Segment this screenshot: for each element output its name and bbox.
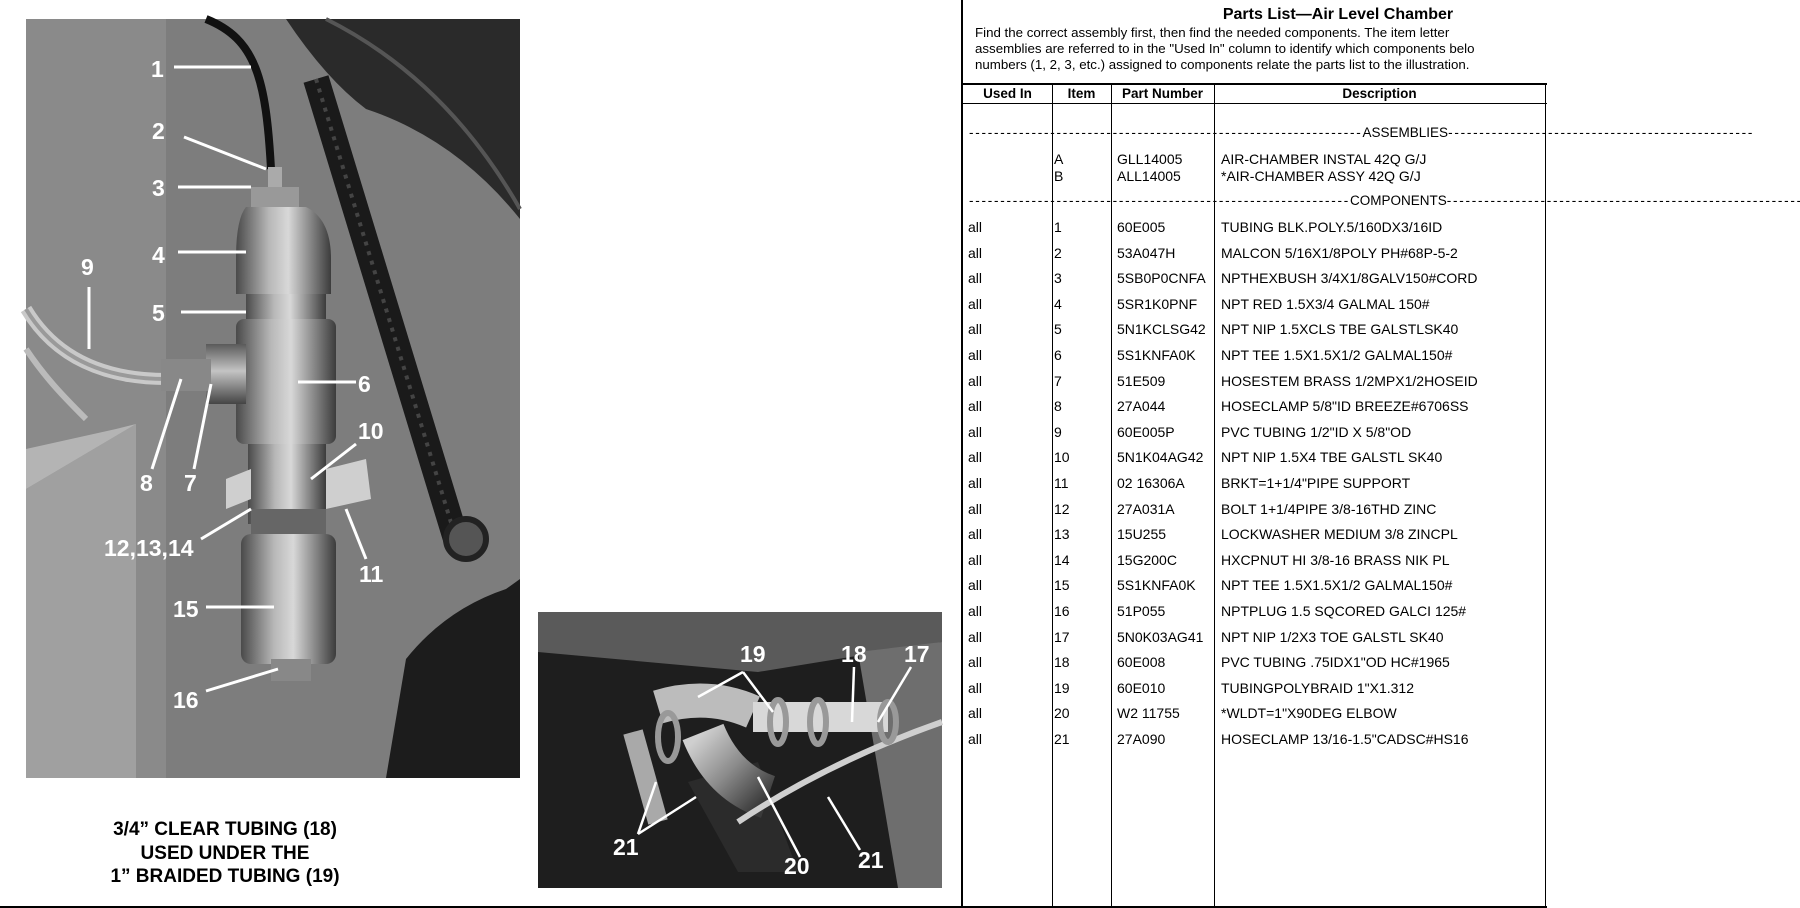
assemblies-label: ASSEMBLIES <box>1362 125 1449 140</box>
component-row <box>963 680 1547 700</box>
cell-item: 3 <box>1054 270 1062 287</box>
cell-description: NPT TEE 1.5X1.5X1/2 GALMAL150# <box>1221 577 1453 594</box>
callout-5: 5 <box>152 300 165 326</box>
cell-used-in: all <box>968 475 983 491</box>
callout-21-right: 21 <box>858 847 884 873</box>
component-row <box>963 603 1547 623</box>
component-row <box>963 577 1547 597</box>
callout-11: 11 <box>359 561 384 587</box>
cell-description: NPT NIP 1/2X3 TOE GALSTL SK40 <box>1221 628 1444 645</box>
cell-description: *AIR-CHAMBER ASSY 42Q G/J <box>1221 168 1421 184</box>
component-row <box>963 424 1547 444</box>
cell-part-number: 5N0K03AG41 <box>1117 628 1204 645</box>
callout-6: 6 <box>358 371 371 397</box>
cell-item: 14 <box>1054 551 1070 568</box>
callout-21-left: 21 <box>613 834 639 860</box>
cell-item: A <box>1054 151 1064 167</box>
cell-used-in: all <box>968 679 983 696</box>
cell-used-in: all <box>968 347 983 363</box>
cell-used-in: all <box>968 628 983 645</box>
cell-description: NPT NIP 1.5X4 TBE GALSTL SK40 <box>1221 449 1443 466</box>
cell-used-in: all <box>968 603 983 619</box>
cell-item: 8 <box>1054 398 1062 415</box>
table-top-rule <box>963 83 1547 85</box>
cell-part-number: 15G200C <box>1117 551 1177 568</box>
main-photo <box>26 19 520 778</box>
component-row <box>963 731 1547 751</box>
callout-8: 8 <box>140 470 153 496</box>
cell-description: BRKT=1+1/4"PIPE SUPPORT <box>1221 475 1411 491</box>
intro-line: Find the correct assembly first, then find the needed components. The item letter <box>975 25 1450 40</box>
cell-used-in: all <box>968 295 983 312</box>
header-rule <box>963 103 1547 104</box>
cell-description: NPT RED 1.5X3/4 GALMAL 150# <box>1221 295 1430 312</box>
cell-description: PVC TUBING 1/2"ID X 5/8"OD <box>1221 423 1412 440</box>
component-row <box>963 219 1547 239</box>
cell-used-in: all <box>968 577 983 594</box>
cell-description: HOSECLAMP 13/16-1.5"CADSC#HS16 <box>1221 731 1469 747</box>
callout-9: 9 <box>81 254 94 280</box>
cell-used-in: all <box>968 526 983 543</box>
cell-part-number: 51P055 <box>1117 603 1166 619</box>
cell-item: 17 <box>1054 628 1070 645</box>
parts-list-title: Parts List—Air Level Chamber <box>1222 6 1454 23</box>
component-row <box>963 321 1547 341</box>
component-row <box>963 347 1547 367</box>
cell-part-number: 5SB0P0CNFA <box>1117 270 1206 287</box>
component-row <box>963 654 1547 674</box>
callout-18: 18 <box>841 641 867 667</box>
component-row <box>963 475 1547 495</box>
callout-7: 7 <box>184 470 197 496</box>
component-row <box>963 629 1547 649</box>
callout-10: 10 <box>358 418 384 444</box>
assembly-row <box>963 168 1547 188</box>
callout-16: 16 <box>173 687 199 713</box>
cell-item: 15 <box>1054 577 1070 594</box>
header-used-in: Used In <box>983 86 1032 101</box>
cell-part-number: 02 16306A <box>1117 475 1185 491</box>
component-row <box>963 245 1547 265</box>
cell-description: AIR-CHAMBER INSTAL 42Q G/J <box>1221 151 1427 167</box>
component-row <box>963 398 1547 418</box>
cell-description: LOCKWASHER MEDIUM 3/8 ZINCPL <box>1221 526 1458 543</box>
caption-line: USED UNDER THE <box>140 842 310 864</box>
cell-part-number: 5S1KNFA0K <box>1117 347 1196 363</box>
cell-item: 16 <box>1054 603 1070 619</box>
cell-item: 2 <box>1054 244 1062 261</box>
cell-part-number: 5S1KNFA0K <box>1117 577 1196 594</box>
cell-description: TUBING BLK.POLY.5/160DX3/16ID <box>1221 219 1443 235</box>
cell-part-number: 15U255 <box>1117 526 1167 543</box>
cell-part-number: 60E005P <box>1117 423 1175 440</box>
cell-description: NPTHEXBUSH 3/4X1/8GALV150#CORD <box>1221 270 1478 287</box>
cell-item: 19 <box>1054 679 1070 696</box>
section-assemblies: - - - - - - - - - - - - - - - - - - - - - - - - - - - - - - - - - - - - - - - - - - - - - - - - - - - - - - - - - - - - - - - ASSEMBLIES- - - - - - - - - - - - - - - - - - - - - - - - - - - - - - - - - - - - - - - - - - - - - - - - - <box>969 125 1752 140</box>
cell-description: HOSECLAMP 5/8"ID BREEZE#6706SS <box>1221 398 1469 415</box>
cell-used-in: all <box>968 372 983 389</box>
inset-photo <box>538 612 942 888</box>
cell-part-number: 27A044 <box>1117 398 1166 415</box>
cell-part-number: 5N1K04AG42 <box>1117 449 1204 466</box>
callout-15: 15 <box>173 596 199 622</box>
cell-item: 12 <box>1054 500 1070 517</box>
cell-item: 20 <box>1054 705 1070 722</box>
component-row <box>963 552 1547 572</box>
cell-description: HOSESTEM BRASS 1/2MPX1/2HOSEID <box>1221 372 1478 389</box>
component-row <box>963 705 1547 725</box>
component-row <box>963 449 1547 469</box>
callout-1: 1 <box>151 56 164 82</box>
cell-part-number: W2 11755 <box>1117 705 1180 722</box>
cell-part-number: 27A031A <box>1117 500 1175 517</box>
cell-part-number: 5SR1K0PNF <box>1117 295 1198 312</box>
cell-used-in: all <box>968 219 983 235</box>
cell-description: NPTPLUG 1.5 SQCORED GALCI 125# <box>1221 603 1467 619</box>
cell-item: 4 <box>1054 295 1062 312</box>
cell-description: BOLT 1+1/4PIPE 3/8-16THD ZINC <box>1221 500 1437 517</box>
callout-20: 20 <box>784 853 810 879</box>
cell-item: 18 <box>1054 654 1070 671</box>
component-row <box>963 270 1547 290</box>
intro-line: numbers (1, 2, 3, etc.) assigned to components relate the parts list to the illustration. <box>975 57 1470 72</box>
component-row <box>963 526 1547 546</box>
cell-item: 7 <box>1054 372 1062 389</box>
cell-part-number: 27A090 <box>1117 731 1166 747</box>
cell-description: TUBINGPOLYBRAID 1"X1.312 <box>1221 679 1415 696</box>
cell-item: 10 <box>1054 449 1070 466</box>
cell-description: *WLDT=1"X90DEG ELBOW <box>1221 705 1397 722</box>
cell-part-number: 60E008 <box>1117 654 1166 671</box>
cell-item: 1 <box>1054 219 1062 235</box>
intro-line: assemblies are referred to in the "Used In" column to identify which components belo <box>975 41 1475 56</box>
header-part-number: Part Number <box>1121 86 1204 101</box>
cell-part-number: 60E005 <box>1117 219 1166 235</box>
cell-item: B <box>1054 168 1064 184</box>
component-row <box>963 296 1547 316</box>
cell-used-in: all <box>968 551 983 568</box>
cell-description: NPT TEE 1.5X1.5X1/2 GALMAL150# <box>1221 347 1453 363</box>
cell-used-in: all <box>968 654 983 671</box>
cell-description: MALCON 5/16X1/8POLY PH#68P-5-2 <box>1221 244 1458 261</box>
cell-part-number: 51E509 <box>1117 372 1166 389</box>
cell-used-in: all <box>968 244 983 261</box>
section-components: - - - - - - - - - - - - - - - - - - - - - - - - - - - - - - - - - - - - - - - - - - - - - - - - - - - - - - - - - - - - - COMPONENTS- - - - - - - - - - - - - - - - - - - - - - - - - - - - - - - - - - - - - - - - - - - - - - - - - - - - - - - - - <box>969 193 1800 208</box>
cell-used-in: all <box>968 731 983 747</box>
caption-line: 3/4” CLEAR TUBING (18) <box>113 819 337 840</box>
parts-list-intro <box>975 25 1595 73</box>
callout-3: 3 <box>152 175 165 201</box>
cell-used-in: all <box>968 449 983 466</box>
callout-12-13-14: 12,13,14 <box>104 535 194 561</box>
caption-line: 1” BRAIDED TUBING (19) <box>110 866 340 887</box>
cell-part-number: 53A047H <box>1117 244 1176 261</box>
cell-description: HXCPNUT HI 3/8-16 BRASS NIK PL <box>1221 551 1450 568</box>
cell-description: PVC TUBING .75IDX1"OD HC#1965 <box>1221 654 1450 671</box>
header-description: Description <box>1342 86 1417 101</box>
components-label: COMPONENTS <box>1350 193 1447 208</box>
cell-item: 5 <box>1054 321 1062 338</box>
cell-used-in: all <box>968 423 983 440</box>
header-item: Item <box>1067 86 1096 101</box>
component-row <box>963 501 1547 521</box>
cell-item: 11 <box>1054 475 1069 491</box>
component-row <box>963 373 1547 393</box>
callout-2: 2 <box>152 118 165 144</box>
cell-description: NPT NIP 1.5XCLS TBE GALSTLSK40 <box>1221 321 1459 338</box>
main-photo-illustration <box>26 19 520 778</box>
cell-part-number: GLL14005 <box>1117 151 1183 167</box>
cell-used-in: all <box>968 398 983 415</box>
cell-used-in: all <box>968 321 983 338</box>
cell-used-in: all <box>968 705 983 722</box>
cell-item: 9 <box>1054 423 1062 440</box>
figure-caption <box>40 818 410 889</box>
cell-part-number: 60E010 <box>1117 679 1166 696</box>
cell-used-in: all <box>968 270 983 287</box>
cell-item: 13 <box>1054 526 1070 543</box>
parts-list <box>963 0 1800 908</box>
callout-4: 4 <box>152 242 165 268</box>
callout-19: 19 <box>740 641 766 667</box>
cell-part-number: 5N1KCLSG42 <box>1117 321 1206 338</box>
cell-item: 21 <box>1054 731 1070 747</box>
cell-part-number: ALL14005 <box>1117 168 1181 184</box>
callout-17: 17 <box>904 641 930 667</box>
cell-used-in: all <box>968 500 983 517</box>
inset-photo-illustration <box>538 612 942 888</box>
cell-item: 6 <box>1054 347 1062 363</box>
